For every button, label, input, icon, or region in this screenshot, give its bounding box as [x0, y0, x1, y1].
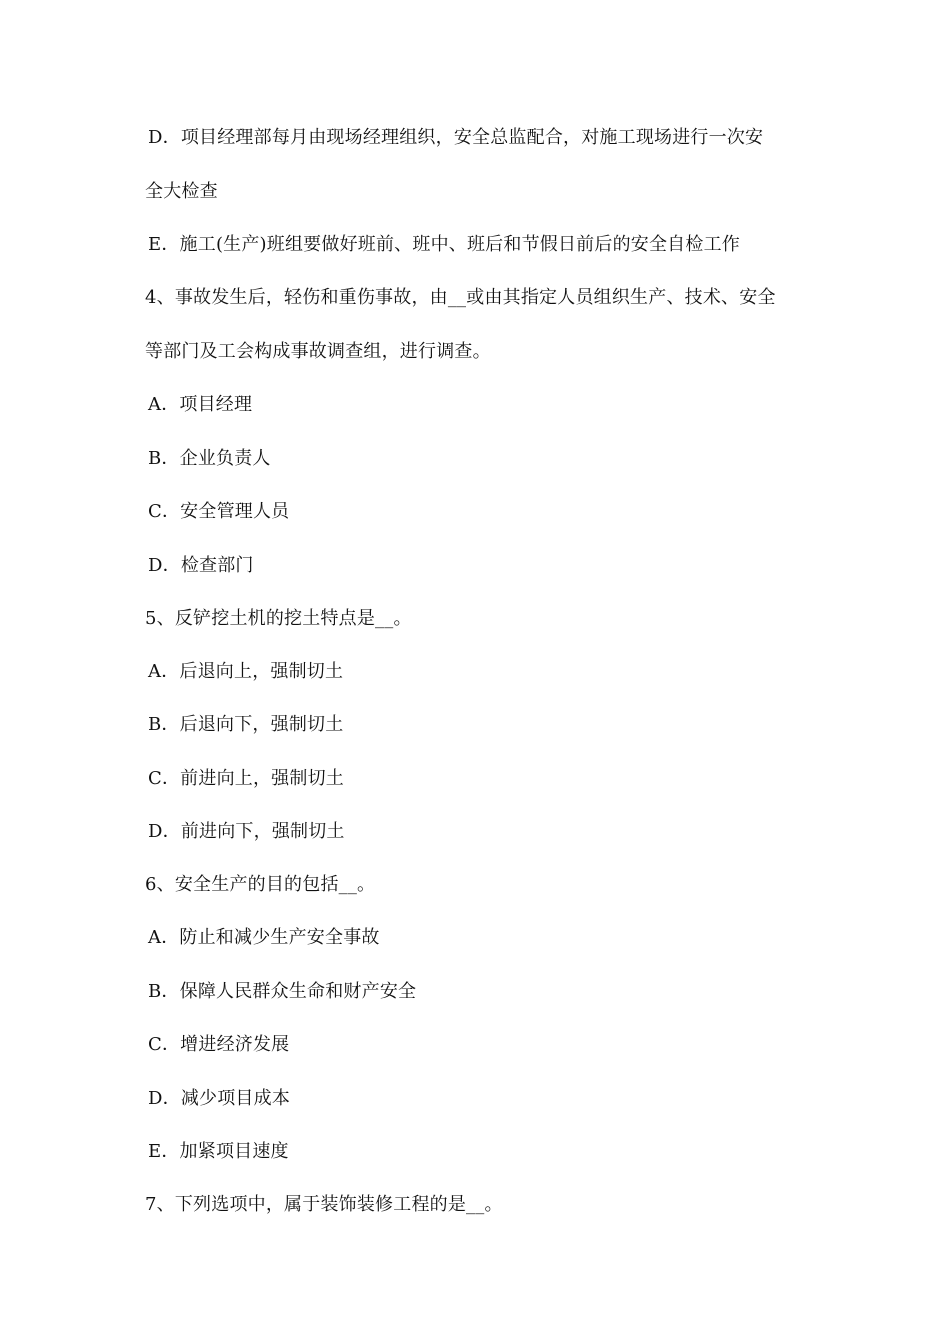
option-e: E．施工(生产)班组要做好班前、班中、班后和节假日前后的安全自检工作 [148, 234, 740, 255]
question-4-line-2: 等部门及工会构成事故调查组，进行调查。 [145, 341, 491, 362]
q4-option-c: C．安全管理人员 [148, 501, 290, 522]
q6-option-b: B．保障人民群众生命和财产安全 [148, 981, 417, 1002]
question-5: 5、反铲挖土机的挖土特点是__。 [145, 608, 412, 629]
question-7: 7、下列选项中，属于装饰装修工程的是__。 [145, 1194, 503, 1215]
q4-option-b: B．企业负责人 [148, 448, 271, 469]
q6-option-d: D．减少项目成本 [148, 1088, 291, 1109]
q5-option-b: B．后退向下，强制切土 [148, 714, 344, 735]
q6-option-a: A．防止和减少生产安全事故 [148, 927, 380, 948]
question-6: 6、安全生产的目的包括__。 [145, 874, 376, 895]
option-d-line-2: 全大检查 [145, 181, 218, 202]
q4-option-a: A．项目经理 [148, 394, 253, 415]
q6-option-e: E．加紧项目速度 [148, 1141, 289, 1162]
q4-option-d: D．检查部门 [148, 555, 254, 576]
question-4-line-1: 4、事故发生后，轻伤和重伤事故，由__或由其指定人员组织生产、技术、安全 [145, 287, 776, 308]
option-d-line-1: D．项目经理部每月由现场经理组织，安全总监配合，对施工现场进行一次安 [148, 127, 764, 148]
q5-option-a: A．后退向上，强制切土 [148, 661, 344, 682]
q5-option-d: D．前进向下，强制切土 [148, 821, 345, 842]
q6-option-c: C．增进经济发展 [148, 1034, 290, 1055]
q5-option-c: C．前进向上，强制切土 [148, 768, 344, 789]
